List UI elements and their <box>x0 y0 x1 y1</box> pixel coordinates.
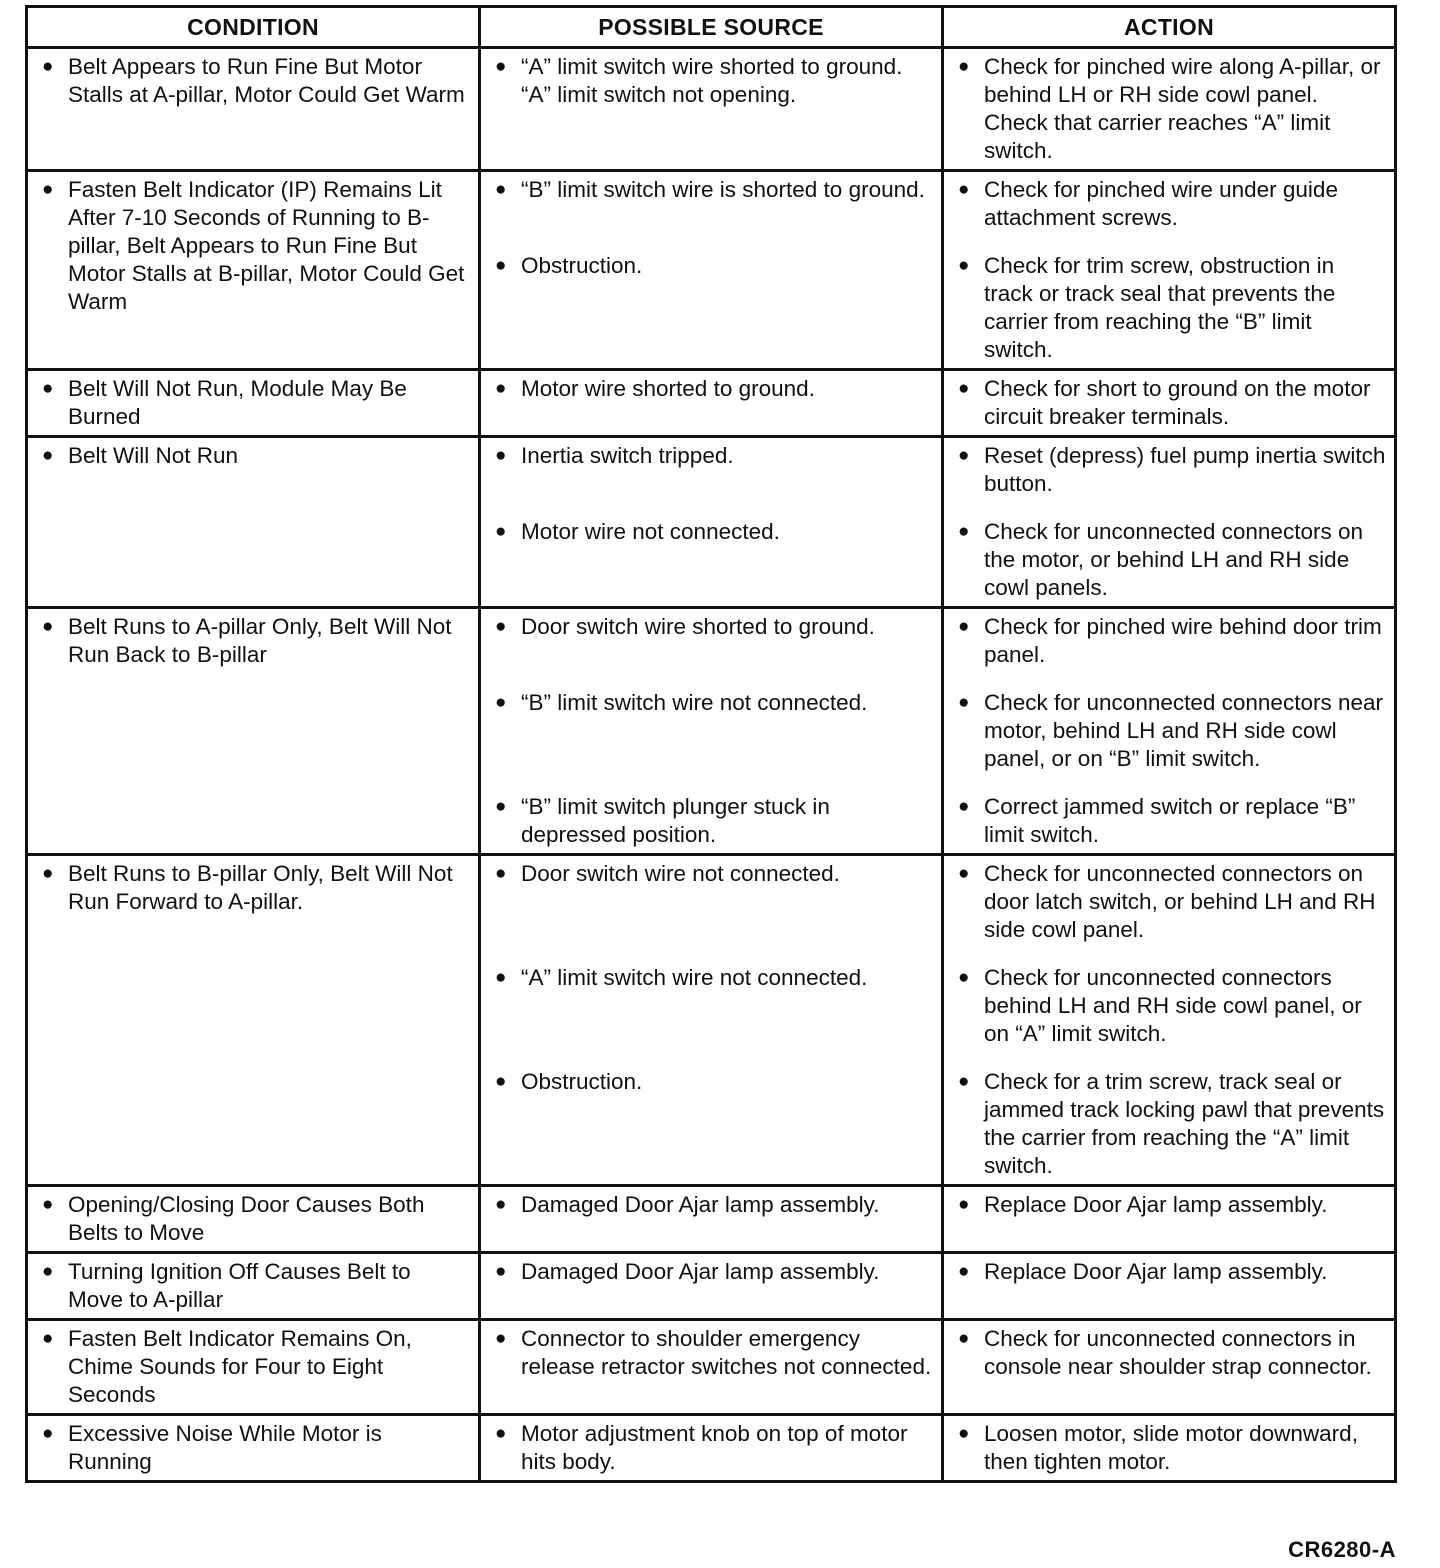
source-item <box>495 1420 933 1476</box>
action-cell <box>943 1253 1396 1320</box>
condition-item <box>42 1191 470 1247</box>
header-action: ACTION <box>943 7 1396 48</box>
table-row <box>27 1415 1396 1482</box>
action-item-text: Check for unconnected connectors near motor, behind LH and RH side cowl panel, or on “B” limit switch. <box>984 690 1383 771</box>
bullet-icon: ● <box>42 56 54 77</box>
action-item <box>958 1325 1386 1381</box>
bullet-icon: ● <box>495 378 507 399</box>
bullet-icon: ● <box>495 692 507 713</box>
action-item-text: Reset (depress) fuel pump inertia switch button. <box>984 443 1386 496</box>
action-item-text: Check for short to ground on the motor circuit breaker terminals. <box>984 376 1371 429</box>
condition-cell <box>27 855 480 1186</box>
action-item <box>958 860 1386 944</box>
action-item-text: Check for a trim screw, track seal or jammed track locking pawl that prevents the carrier from reaching the “A” limit switch. <box>984 1069 1385 1178</box>
action-cell <box>943 1186 1396 1253</box>
bullet-icon: ● <box>42 1261 54 1282</box>
condition-cell <box>27 437 480 608</box>
action-item <box>958 518 1386 602</box>
bullet-icon: ● <box>958 1071 970 1092</box>
bullet-icon: ● <box>958 179 970 200</box>
action-item <box>958 375 1386 431</box>
bullet-icon: ● <box>42 1328 54 1349</box>
bullet-icon: ● <box>958 1261 970 1282</box>
action-item <box>958 252 1386 364</box>
condition-item <box>42 860 470 916</box>
bullet-icon: ● <box>958 692 970 713</box>
condition-item-text: Fasten Belt Indicator Remains On, Chime Sounds for Four to Eight Seconds <box>68 1326 412 1407</box>
action-item-text: Check for unconnected connectors in console near shoulder strap connector. <box>984 1326 1372 1379</box>
source-item <box>495 1258 933 1286</box>
source-item <box>495 1068 933 1180</box>
condition-item <box>42 53 470 109</box>
bullet-icon: ● <box>958 1328 970 1349</box>
condition-item-text: Belt Runs to B-pillar Only, Belt Will Not Run Forward to A-pillar. <box>68 861 453 914</box>
condition-item-text: Excessive Noise While Motor is Running <box>68 1421 382 1474</box>
condition-cell <box>27 1415 480 1482</box>
source-item-text: Damaged Door Ajar lamp assembly. <box>521 1192 880 1217</box>
source-item-text: Motor wire shorted to ground. <box>521 376 815 401</box>
source-cell <box>480 1320 943 1415</box>
bullet-icon: ● <box>495 1071 507 1092</box>
bullet-icon: ● <box>495 863 507 884</box>
table-body <box>27 48 1396 1482</box>
bullet-icon: ● <box>42 378 54 399</box>
source-item <box>495 793 933 849</box>
source-item-text: “B” limit switch wire not connected. <box>521 690 868 715</box>
source-cell <box>480 1415 943 1482</box>
condition-cell <box>27 1320 480 1415</box>
bullet-icon: ● <box>958 863 970 884</box>
action-item <box>958 689 1386 773</box>
source-item-text: Motor adjustment knob on top of motor hits body. <box>521 1421 908 1474</box>
source-item <box>495 613 933 669</box>
header-row <box>27 7 1396 48</box>
condition-cell <box>27 608 480 855</box>
condition-item-text: Fasten Belt Indicator (IP) Remains Lit After 7-10 Seconds of Running to B-pillar, Belt Appears to Run Fine But Motor Stalls at B-pillar, Motor Could Get Warm <box>68 177 465 314</box>
bullet-icon: ● <box>958 255 970 276</box>
bullet-icon: ● <box>958 967 970 988</box>
source-item-text: “B” limit switch wire is shorted to ground. <box>521 177 925 202</box>
condition-item <box>42 375 470 431</box>
action-item-text: Correct jammed switch or replace “B” limit switch. <box>984 794 1356 847</box>
condition-cell <box>27 171 480 370</box>
condition-item-text: Belt Will Not Run, Module May Be Burned <box>68 376 407 429</box>
table-row <box>27 48 1396 171</box>
action-item-text: Check for pinched wire along A-pillar, or behind LH or RH side cowl panel. Check that carrier reaches “A” limit switch. <box>984 54 1381 163</box>
bullet-icon: ● <box>495 255 507 276</box>
table-row <box>27 1186 1396 1253</box>
bullet-icon: ● <box>958 1423 970 1444</box>
source-item-text: “A” limit switch wire shorted to ground. “A” limit switch not opening. <box>521 54 903 107</box>
bullet-icon: ● <box>42 863 54 884</box>
condition-item <box>42 1325 470 1409</box>
action-item-text: Replace Door Ajar lamp assembly. <box>984 1192 1328 1217</box>
action-item <box>958 1068 1386 1180</box>
source-item <box>495 860 933 944</box>
bullet-icon: ● <box>42 1423 54 1444</box>
table-row <box>27 370 1396 437</box>
source-item-text: “A” limit switch wire not connected. <box>521 965 868 990</box>
bullet-icon: ● <box>495 616 507 637</box>
action-cell <box>943 855 1396 1186</box>
action-item-text: Check for pinched wire behind door trim panel. <box>984 614 1382 667</box>
condition-item-text: Opening/Closing Door Causes Both Belts to Move <box>68 1192 425 1245</box>
source-item-text: Obstruction. <box>521 253 643 278</box>
source-cell <box>480 48 943 171</box>
source-item-text: Door switch wire not connected. <box>521 861 840 886</box>
source-item <box>495 252 933 364</box>
action-item <box>958 53 1386 165</box>
source-item <box>495 53 933 165</box>
source-item-text: Motor wire not connected. <box>521 519 780 544</box>
action-item <box>958 964 1386 1048</box>
bullet-icon: ● <box>495 521 507 542</box>
source-cell <box>480 171 943 370</box>
condition-item <box>42 613 470 669</box>
bullet-icon: ● <box>42 1194 54 1215</box>
header-condition: CONDITION <box>27 7 480 48</box>
action-item <box>958 1420 1386 1476</box>
condition-item-text: Turning Ignition Off Causes Belt to Move to A-pillar <box>68 1259 411 1312</box>
source-item-text: Obstruction. <box>521 1069 643 1094</box>
action-item <box>958 442 1386 498</box>
bullet-icon: ● <box>495 1261 507 1282</box>
action-item-text: Check for trim screw, obstruction in track or track seal that prevents the carrier from reaching the “B” limit switch. <box>984 253 1336 362</box>
table-row <box>27 437 1396 608</box>
source-item <box>495 442 933 498</box>
condition-item <box>42 176 470 316</box>
bullet-icon: ● <box>42 179 54 200</box>
bullet-icon: ● <box>495 1194 507 1215</box>
source-item-text: Inertia switch tripped. <box>521 443 734 468</box>
bullet-icon: ● <box>958 445 970 466</box>
action-cell <box>943 1320 1396 1415</box>
bullet-icon: ● <box>958 1194 970 1215</box>
action-item-text: Check for unconnected connectors on the motor, or behind LH and RH side cowl panels. <box>984 519 1363 600</box>
condition-item-text: Belt Appears to Run Fine But Motor Stalls at A-pillar, Motor Could Get Warm <box>68 54 465 107</box>
action-item-text: Loosen motor, slide motor downward, then tighten motor. <box>984 1421 1358 1474</box>
table-row <box>27 855 1396 1186</box>
table-row <box>27 1253 1396 1320</box>
source-item <box>495 1191 933 1219</box>
condition-cell <box>27 1186 480 1253</box>
source-item-text: Damaged Door Ajar lamp assembly. <box>521 1259 880 1284</box>
bullet-icon: ● <box>495 1423 507 1444</box>
source-item-text: “B” limit switch plunger stuck in depressed position. <box>521 794 830 847</box>
action-cell <box>943 171 1396 370</box>
bullet-icon: ● <box>495 1328 507 1349</box>
condition-item <box>42 1420 470 1476</box>
source-item-text: Door switch wire shorted to ground. <box>521 614 875 639</box>
action-item-text: Check for unconnected connectors on door latch switch, or behind LH and RH side cowl panel. <box>984 861 1376 942</box>
action-item <box>958 1191 1386 1219</box>
source-item <box>495 689 933 773</box>
bullet-icon: ● <box>42 616 54 637</box>
action-item <box>958 613 1386 669</box>
bullet-icon: ● <box>42 445 54 466</box>
bullet-icon: ● <box>495 796 507 817</box>
bullet-icon: ● <box>958 796 970 817</box>
bullet-icon: ● <box>495 445 507 466</box>
bullet-icon: ● <box>958 616 970 637</box>
table-row <box>27 171 1396 370</box>
action-cell <box>943 48 1396 171</box>
action-item <box>958 793 1386 849</box>
source-item <box>495 176 933 232</box>
bullet-icon: ● <box>958 378 970 399</box>
condition-item-text: Belt Will Not Run <box>68 443 239 468</box>
source-cell <box>480 370 943 437</box>
figure-code: CR6280-A <box>1288 1537 1396 1562</box>
action-cell <box>943 437 1396 608</box>
source-cell <box>480 437 943 608</box>
table-row <box>27 608 1396 855</box>
action-item-text: Check for pinched wire under guide attachment screws. <box>984 177 1338 230</box>
source-item-text: Connector to shoulder emergency release retractor switches not connected. <box>521 1326 932 1379</box>
action-item-text: Replace Door Ajar lamp assembly. <box>984 1259 1328 1284</box>
source-item <box>495 1325 933 1381</box>
source-item <box>495 964 933 1048</box>
action-cell <box>943 1415 1396 1482</box>
bullet-icon: ● <box>495 56 507 77</box>
table-row <box>27 1320 1396 1415</box>
condition-item-text: Belt Runs to A-pillar Only, Belt Will Not Run Back to B-pillar <box>68 614 452 667</box>
source-item <box>495 518 933 602</box>
source-cell <box>480 855 943 1186</box>
bullet-icon: ● <box>958 56 970 77</box>
bullet-icon: ● <box>495 967 507 988</box>
condition-item <box>42 442 470 470</box>
header-possible-source: POSSIBLE SOURCE <box>480 7 943 48</box>
action-cell <box>943 370 1396 437</box>
action-item <box>958 1258 1386 1286</box>
bullet-icon: ● <box>958 521 970 542</box>
condition-item <box>42 1258 470 1314</box>
source-cell <box>480 1253 943 1320</box>
source-cell <box>480 1186 943 1253</box>
condition-cell <box>27 48 480 171</box>
bullet-icon: ● <box>495 179 507 200</box>
condition-cell <box>27 1253 480 1320</box>
action-cell <box>943 608 1396 855</box>
action-item-text: Check for unconnected connectors behind LH and RH side cowl panel, or on “A” limit switch. <box>984 965 1362 1046</box>
condition-cell <box>27 370 480 437</box>
action-item <box>958 176 1386 232</box>
diagnosis-table <box>25 5 1397 1483</box>
source-item <box>495 375 933 431</box>
source-cell <box>480 608 943 855</box>
